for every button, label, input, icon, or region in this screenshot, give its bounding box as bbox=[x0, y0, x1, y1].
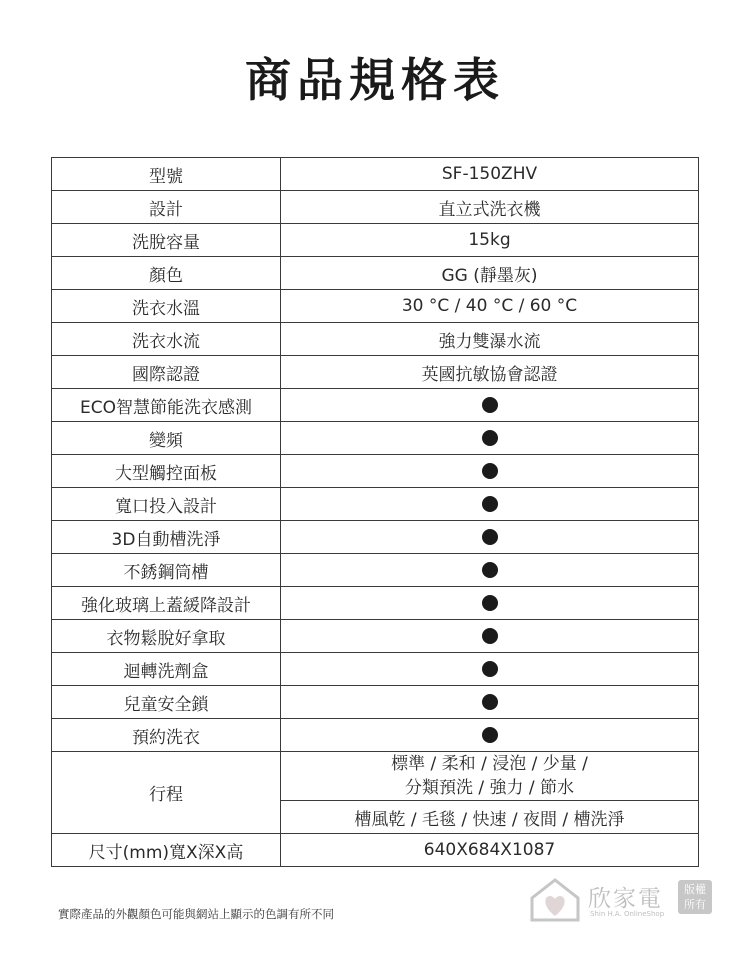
row-label: 寬口投入設計 bbox=[52, 488, 281, 521]
row-label: 兒童安全鎖 bbox=[52, 686, 281, 719]
row-value bbox=[281, 554, 699, 587]
row-label: 洗衣水流 bbox=[52, 323, 281, 356]
table-row bbox=[52, 521, 699, 554]
row-label: 洗脫容量 bbox=[52, 224, 281, 257]
table-row bbox=[52, 158, 699, 191]
row-value bbox=[281, 686, 699, 719]
feature-dot-icon bbox=[482, 595, 498, 611]
row-label: 不銹鋼筒槽 bbox=[52, 554, 281, 587]
row-label: 型號 bbox=[52, 158, 281, 191]
row-label: 迴轉洗劑盒 bbox=[52, 653, 281, 686]
row-label: 變頻 bbox=[52, 422, 281, 455]
table-row bbox=[52, 290, 699, 323]
row-label: 3D自動槽洗淨 bbox=[52, 521, 281, 554]
table-row bbox=[52, 191, 699, 224]
row-label: 洗衣水溫 bbox=[52, 290, 281, 323]
table-row bbox=[52, 257, 699, 290]
feature-dot-icon bbox=[482, 628, 498, 644]
table-row bbox=[52, 587, 699, 620]
row-value bbox=[281, 587, 699, 620]
row-label: 衣物鬆脫好拿取 bbox=[52, 620, 281, 653]
row-value: 30 °C / 40 °C / 60 °C bbox=[281, 290, 699, 323]
table-row bbox=[52, 356, 699, 389]
program-line: 標準 / 柔和 / 浸泡 / 少量 / bbox=[391, 754, 588, 774]
row-value bbox=[281, 455, 699, 488]
size-label: 尺寸(mm)寬X深X高 bbox=[52, 834, 281, 867]
table-row bbox=[52, 752, 699, 801]
row-label: ECO智慧節能洗衣感測 bbox=[52, 389, 281, 422]
row-value: 強力雙瀑水流 bbox=[281, 323, 699, 356]
table-row bbox=[52, 323, 699, 356]
watermark bbox=[528, 876, 718, 926]
row-value bbox=[281, 389, 699, 422]
watermark-badge bbox=[678, 880, 712, 914]
feature-dot-icon bbox=[482, 529, 498, 545]
table-row bbox=[52, 834, 699, 867]
row-value bbox=[281, 719, 699, 752]
row-label: 設計 bbox=[52, 191, 281, 224]
table-row bbox=[52, 224, 699, 257]
row-value: SF-150ZHV bbox=[281, 158, 699, 191]
feature-dot-icon bbox=[482, 562, 498, 578]
row-label: 國際認證 bbox=[52, 356, 281, 389]
row-value: 15kg bbox=[281, 224, 699, 257]
watermark-sub: Shin H.A. OnlineShop bbox=[590, 910, 665, 918]
footnote: 實際產品的外觀顏色可能與網站上顯示的色調有所不同 bbox=[58, 907, 334, 921]
watermark-brand: 欣家電 bbox=[588, 886, 663, 912]
feature-dot-icon bbox=[482, 661, 498, 677]
row-value bbox=[281, 422, 699, 455]
table-row bbox=[52, 389, 699, 422]
feature-dot-icon bbox=[482, 397, 498, 413]
row-value bbox=[281, 653, 699, 686]
row-value: 直立式洗衣機 bbox=[281, 191, 699, 224]
feature-dot-icon bbox=[482, 727, 498, 743]
table-row bbox=[52, 686, 699, 719]
watermark-badge-line: 版權 bbox=[684, 883, 706, 896]
program-label: 行程 bbox=[52, 752, 281, 834]
program-line: 分類預洗 / 強力 / 節水 bbox=[404, 778, 575, 798]
table-row bbox=[52, 422, 699, 455]
program-value-main bbox=[281, 752, 699, 801]
size-value: 640X684X1087 bbox=[281, 834, 699, 867]
row-label: 強化玻璃上蓋緩降設計 bbox=[52, 587, 281, 620]
feature-dot-icon bbox=[482, 496, 498, 512]
row-value bbox=[281, 488, 699, 521]
row-label: 預約洗衣 bbox=[52, 719, 281, 752]
feature-dot-icon bbox=[482, 430, 498, 446]
row-value bbox=[281, 620, 699, 653]
table-row bbox=[52, 620, 699, 653]
table-row bbox=[52, 455, 699, 488]
row-value bbox=[281, 521, 699, 554]
program-value-extra: 槽風乾 / 毛毯 / 快速 / 夜間 / 槽洗淨 bbox=[281, 801, 699, 834]
row-label: 顏色 bbox=[52, 257, 281, 290]
feature-dot-icon bbox=[482, 463, 498, 479]
house-heart-icon bbox=[528, 876, 582, 922]
table-row bbox=[52, 488, 699, 521]
feature-dot-icon bbox=[482, 694, 498, 710]
row-value: GG (靜墨灰) bbox=[281, 257, 699, 290]
table-row bbox=[52, 653, 699, 686]
table-row bbox=[52, 554, 699, 587]
spec-table bbox=[51, 157, 699, 867]
row-label: 大型觸控面板 bbox=[52, 455, 281, 488]
table-row bbox=[52, 719, 699, 752]
watermark-badge-line: 所有 bbox=[684, 898, 706, 911]
page-title: 商品規格表 bbox=[245, 53, 505, 107]
row-value: 英國抗敏協會認證 bbox=[281, 356, 699, 389]
